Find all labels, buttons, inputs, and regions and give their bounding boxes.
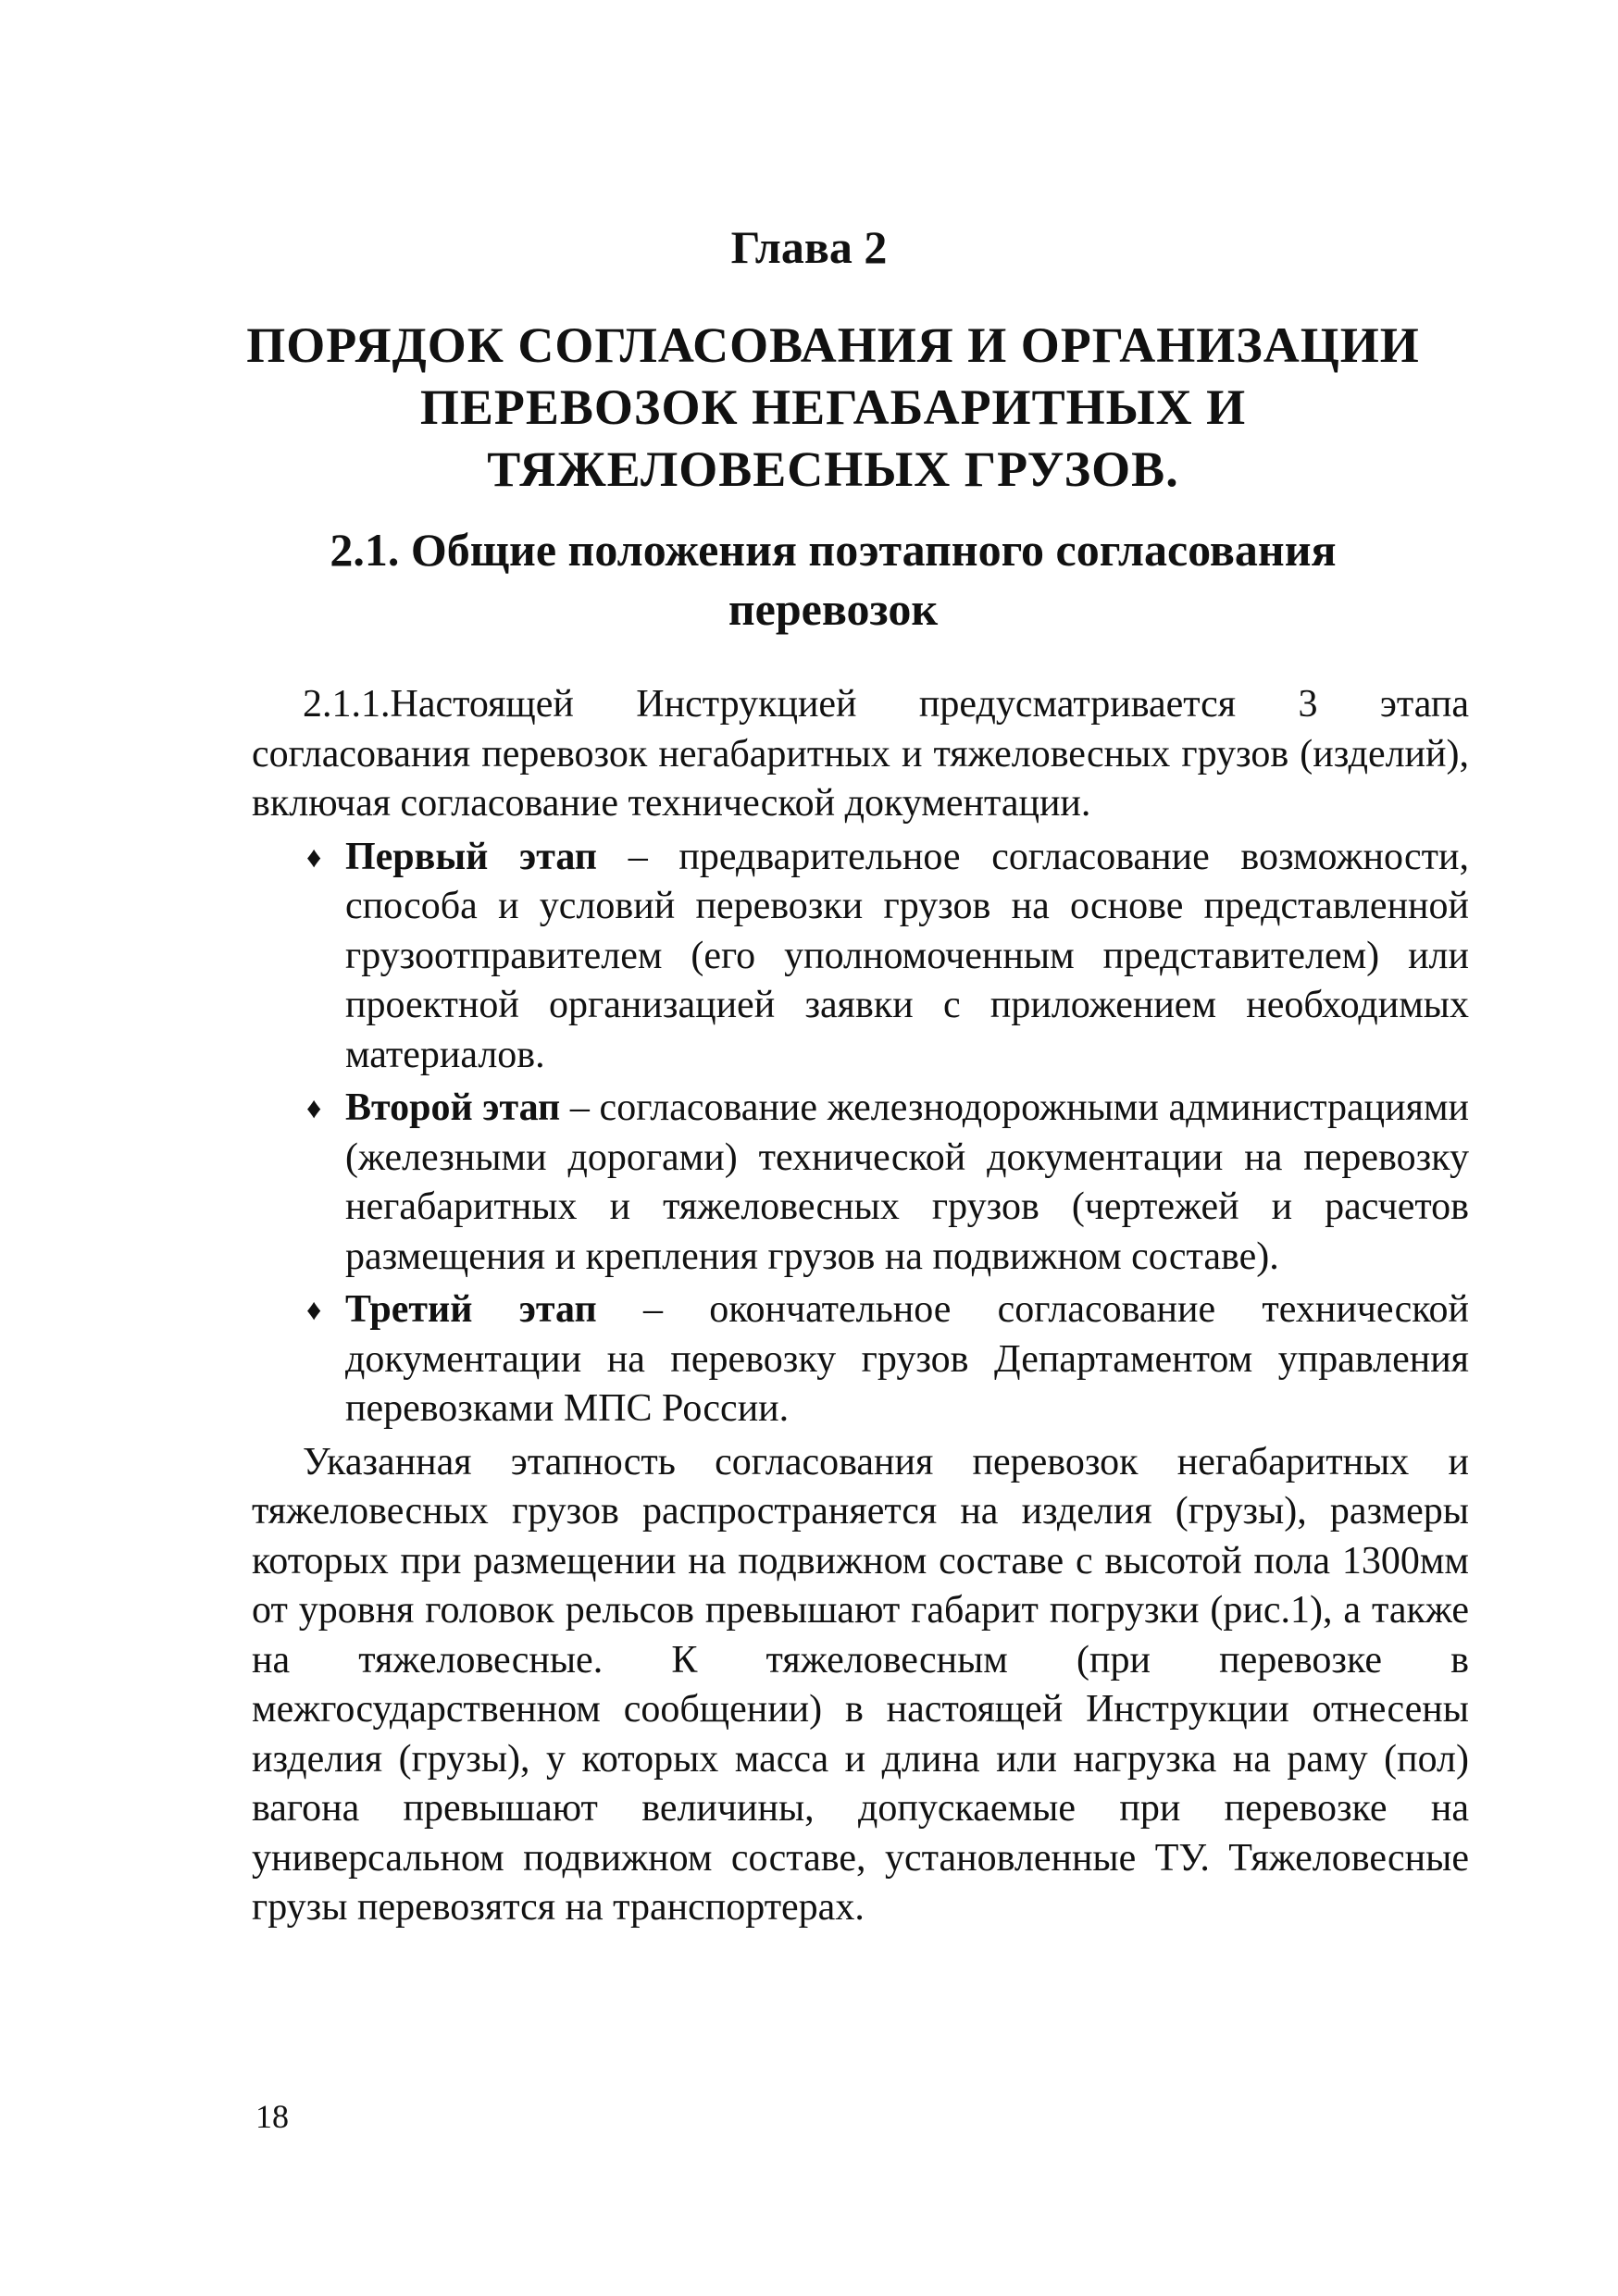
chapter-title: [231, 315, 1435, 501]
stage-term: Второй этап: [345, 1086, 561, 1129]
diamond-bullet-icon: ♦: [306, 1091, 322, 1124]
diamond-bullet-icon: ♦: [306, 839, 322, 874]
stage-term: Первый этап: [345, 835, 597, 878]
section-title-line: 2.1. Общие положения поэтапного согласования: [330, 524, 1337, 576]
body-text: [252, 680, 1469, 1933]
diamond-bullet-icon: ♦: [306, 1293, 322, 1326]
stage-term: Третий этап: [345, 1288, 597, 1331]
stage-item: [306, 1285, 1469, 1434]
chapter-label: Глава 2: [730, 221, 888, 273]
chapter-title-line: ПОРЯДОК СОГЛАСОВАНИЯ И ОРГАНИЗАЦИИ: [246, 317, 1420, 373]
page-number: 18: [255, 2098, 289, 2135]
chapter-title-line: ТЯЖЕЛОВЕСНЫХ ГРУЗОВ.: [487, 441, 1179, 497]
chapter-title-line: ПЕРЕВОЗОК НЕГАБАРИТНЫХ И: [419, 379, 1247, 435]
stage-item: [306, 1084, 1470, 1282]
stages-list: [252, 833, 1469, 1434]
closing-paragraph: Указанная этапность согласования перевозок негабаритных и тяжеловесных грузов распространяется на изделия (грузы), размеры которых при размещении на подвижном составе с высотой пола 1300мм от уровня головок рельсов превышают габарит погрузки (рис.1), а также на тяжеловесные. К тяжеловесным (при перевозке в межгосударственном сообщении) в настоящей Инструкции отнесены изделия (грузы), у которых масса и длина или нагрузка на раму (пол) вагона превышают величины, допускаемые при перевозке на универсальном подвижном составе, установленные ТУ. Тяжеловесные грузы перевозятся на транспортерах.: [252, 1440, 1469, 1929]
section-title: [231, 520, 1435, 639]
stage-text: – согласование железнодорожными администрациями (железными дорогами) технической документации на перевозку негабаритных и тяжеловесных грузов (чертежей и расчетов размещения и крепления грузов на подвижном составе).: [345, 1086, 1470, 1278]
section-title-line: перевозок: [728, 583, 939, 635]
stage-item: [306, 833, 1470, 1081]
stage-text: – окончательное согласование технической документации на перевозку грузов Департаментом управления перевозками МПС России.: [345, 1288, 1469, 1430]
intro-paragraph: 2.1.1.Настоящей Инструкцией предусматривается 3 этапа согласования перевозок негабаритных и тяжеловесных грузов (изделий), включая согласование технической документации.: [252, 683, 1469, 825]
stage-text: – предварительное согласование возможности, способа и условий перевозки грузов на основе представленной грузоотправителем (его уполномоченным представителем) или проектной организацией заявки с приложением необходимых материалов.: [345, 835, 1470, 1076]
